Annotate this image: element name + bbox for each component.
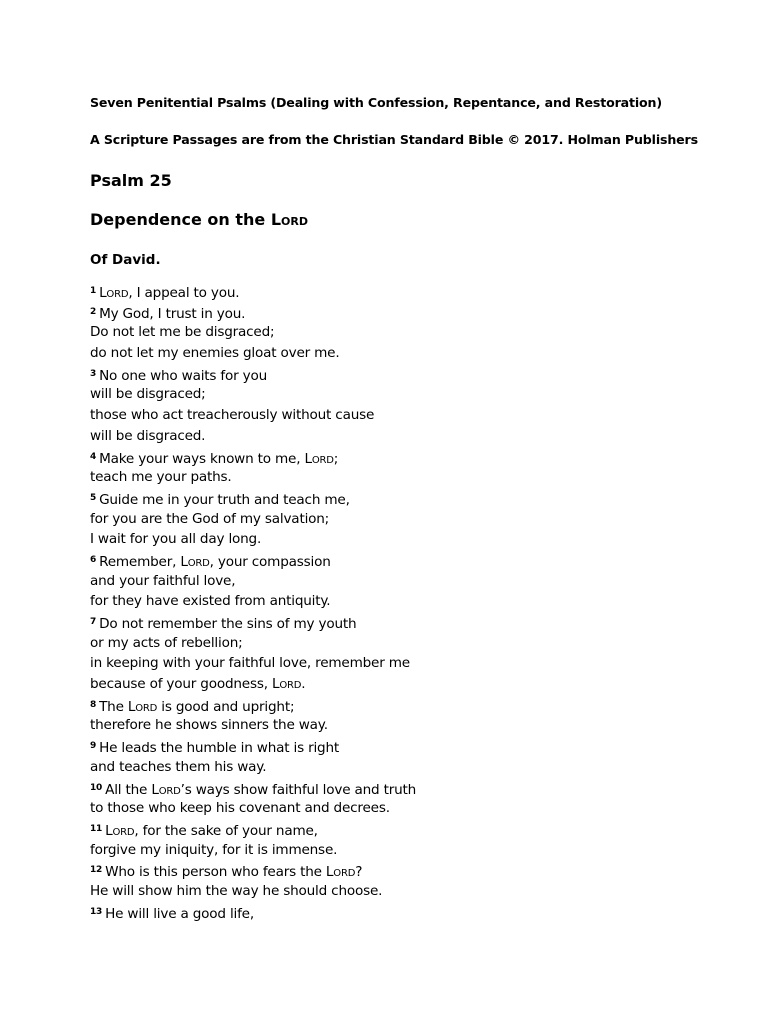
verse-text: forgive my iniquity, for it is immense. — [90, 841, 338, 858]
verse-text: to those who keep his covenant and decrees. — [90, 800, 390, 817]
verse-text: ; — [333, 450, 339, 467]
verse-text: therefore he shows sinners the way. — [90, 717, 328, 734]
verse-text: ’s ways show faithful love and truth — [180, 781, 417, 798]
verse-text: No one who waits for you — [99, 367, 268, 384]
verse-text: is good and upright; — [157, 698, 295, 715]
verse-number: 8 — [90, 699, 97, 710]
verse-line — [90, 529, 416, 550]
verse-text: Do not remember the sins of my youth — [99, 616, 357, 632]
verse-text: and your faithful love, — [90, 572, 236, 589]
verse-line — [90, 881, 416, 902]
verse-text: or my acts of rebellion; — [90, 634, 243, 651]
verse-text: Who is this person who fears the — [105, 864, 326, 881]
verse-line — [90, 674, 416, 695]
verse-text: All the — [105, 781, 152, 798]
verse-line — [90, 695, 416, 716]
verse-number: 11 — [90, 823, 103, 834]
verse-text: He will show him the way he should choose. — [90, 882, 383, 899]
verse-text: , for the sake of your name, — [134, 822, 318, 839]
lord-small-caps: Lord — [271, 676, 302, 693]
verse-text: I wait for you all day long. — [90, 531, 262, 548]
verse-text: those who act treacherously without cause — [90, 407, 375, 424]
verse-text: Remember, — [99, 553, 181, 570]
lord-small-caps: Lord — [304, 450, 334, 467]
verse-line — [90, 902, 416, 923]
verse-line — [90, 281, 416, 302]
verse-text: , I appeal to you. — [128, 285, 240, 301]
verse-line — [90, 736, 416, 757]
section-title-prefix: Dependence on the — [90, 210, 271, 229]
verse-number: 1 — [90, 286, 97, 296]
verse-number: 4 — [90, 451, 97, 462]
verse-line — [90, 509, 416, 530]
verse-line — [90, 571, 416, 592]
verse-line — [90, 612, 416, 633]
verse-line — [90, 343, 416, 364]
verse-text: , your compassion — [209, 553, 331, 570]
verse-line — [90, 633, 416, 654]
verse-line — [90, 715, 416, 736]
verse-line — [90, 426, 416, 447]
verse-line — [90, 840, 416, 861]
section-title-lord: Lord — [270, 210, 308, 229]
verse-text: The — [99, 698, 128, 715]
verse-text: Make your ways known to me, — [99, 450, 305, 467]
lord-small-caps: Lord — [151, 781, 181, 798]
series-title: Seven Penitential Psalms (Dealing with Confession, Repentance, and Restoration) — [90, 95, 662, 110]
verse-number: 10 — [90, 782, 103, 793]
verse-number: 3 — [90, 368, 97, 379]
verse-text: He will live a good life, — [105, 905, 254, 922]
verse-text: for you are the God of my salvation; — [90, 510, 330, 527]
verse-number: 9 — [90, 741, 97, 752]
section-title — [90, 210, 308, 229]
verse-text: ? — [355, 864, 363, 881]
verse-text: teach me your paths. — [90, 469, 232, 486]
verse-number: 13 — [90, 906, 103, 917]
verse-line — [90, 798, 416, 819]
attribution: Of David. — [90, 252, 161, 268]
lord-small-caps: Lord — [180, 553, 210, 570]
verse-line — [90, 447, 416, 468]
lord-small-caps: Lord — [99, 285, 129, 301]
verse-text: will be disgraced; — [90, 386, 206, 403]
verse-text: and teaches them his way. — [90, 758, 267, 775]
verse-text: He leads the humble in what is right — [99, 740, 340, 757]
verse-text: Guide me in your truth and teach me, — [99, 491, 350, 508]
verse-number: 12 — [90, 865, 103, 876]
verse-line — [90, 405, 416, 426]
verse-line — [90, 488, 416, 509]
verse-text: will be disgraced. — [90, 427, 206, 444]
verse-text: My God, I trust in you. — [99, 305, 246, 322]
verse-line — [90, 322, 416, 343]
verse-number: 6 — [90, 554, 97, 565]
lord-small-caps: Lord — [127, 698, 158, 715]
verse-text: . — [301, 676, 306, 693]
verse-number: 7 — [90, 617, 97, 627]
verse-line — [90, 384, 416, 405]
verse-list — [90, 281, 416, 922]
verse-line — [90, 819, 416, 840]
verse-text: because of your goodness, — [90, 676, 272, 693]
source-note: A Scripture Passages are from the Christian Standard Bible © 2017. Holman Publishers — [90, 132, 698, 147]
psalm-title: Psalm 25 — [90, 171, 172, 190]
verse-line — [90, 364, 416, 385]
verse-text: do not let my enemies gloat over me. — [90, 345, 340, 362]
verse-line — [90, 302, 416, 323]
verse-number: 5 — [90, 492, 97, 503]
verse-line — [90, 550, 416, 571]
verse-line — [90, 653, 416, 674]
verse-number: 2 — [90, 306, 97, 317]
verse-line — [90, 860, 416, 881]
lord-small-caps: Lord — [105, 822, 135, 839]
verse-line — [90, 757, 416, 778]
verse-text: in keeping with your faithful love, remember me — [90, 655, 410, 672]
verse-text: Do not let me be disgraced; — [90, 324, 275, 341]
lord-small-caps: Lord — [325, 864, 356, 881]
verse-line — [90, 467, 416, 488]
verse-line — [90, 591, 416, 612]
verse-line — [90, 778, 416, 799]
verse-text: for they have existed from antiquity. — [90, 593, 331, 610]
